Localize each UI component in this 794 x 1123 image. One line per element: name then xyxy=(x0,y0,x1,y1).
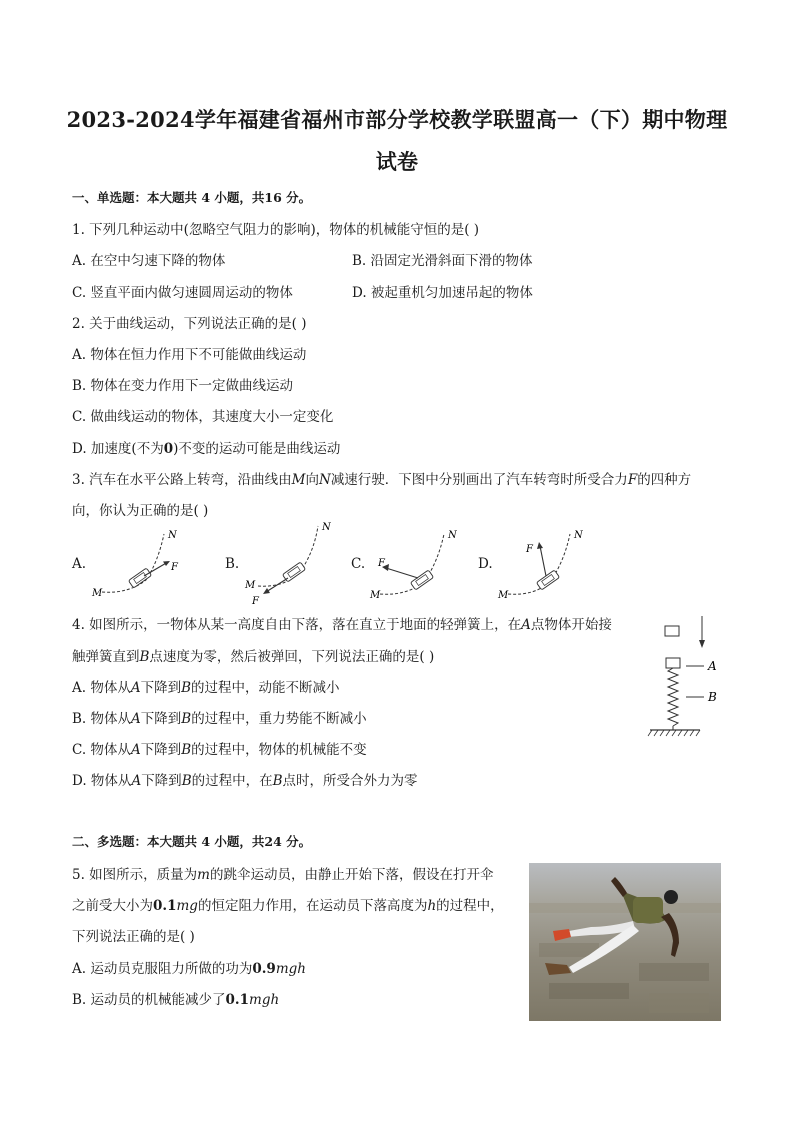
page-title: 2023-2024学年福建省福州市部分学校教学联盟高一（下）期中物理 xyxy=(66,107,728,132)
svg-text:M: M xyxy=(498,590,509,601)
svg-text:F: F xyxy=(252,596,259,607)
question-5-option-a: A. 运动员克服阻力所做的功为0.9mgh xyxy=(72,961,306,977)
question-5-option-b: B. 运动员的机械能减少了0.1mgh xyxy=(72,992,280,1008)
question-4-stem-line2: 触弹簧直到B点速度为零，然后被弹回，下列说法正确的是( ) xyxy=(72,649,435,665)
svg-text:F: F xyxy=(171,562,178,573)
question-3-figure-c xyxy=(366,526,476,610)
spring-figure xyxy=(640,612,740,742)
svg-text:M: M xyxy=(245,580,256,591)
svg-text:N: N xyxy=(322,522,331,533)
spring-label-b: B xyxy=(708,690,717,704)
question-1-option-c: C. 竖直平面内做匀速圆周运动的物体 xyxy=(72,285,293,301)
question-2-option-d: D. 加速度(不为0)不变的运动可能是曲线运动 xyxy=(72,441,341,457)
question-3-figure-b xyxy=(240,516,350,610)
spring-label-a: A xyxy=(708,659,717,673)
question-3-option-a-label: A. xyxy=(72,556,87,572)
svg-text:N: N xyxy=(168,530,177,541)
question-3-option-b-label: B. xyxy=(225,556,240,572)
question-2-option-b: B. 物体在变力作用下一定做曲线运动 xyxy=(72,378,294,394)
svg-text:M: M xyxy=(92,588,103,599)
svg-text:F: F xyxy=(378,558,385,569)
question-4-option-c: C. 物体从A下降到B的过程中，物体的机械能不变 xyxy=(72,742,367,758)
question-2-option-c: C. 做曲线运动的物体，其速度大小一定变化 xyxy=(72,409,334,425)
question-2-stem: 2. 关于曲线运动，下列说法正确的是( ) xyxy=(72,316,307,332)
question-4-option-b: B. 物体从A下降到B的过程中，重力势能不断减小 xyxy=(72,711,367,727)
question-3-option-d-label: D. xyxy=(478,556,493,572)
question-4-option-a: A. 物体从A下降到B的过程中，动能不断减小 xyxy=(72,680,340,696)
question-1-option-d: D. 被起重机匀加速吊起的物体 xyxy=(352,285,533,301)
question-2-option-a: A. 物体在恒力作用下不可能做曲线运动 xyxy=(72,347,307,363)
svg-text:N: N xyxy=(574,530,583,541)
question-4-option-d: D. 物体从A下降到B的过程中，在B点时，所受合外力为零 xyxy=(72,773,418,789)
skydiver-photo xyxy=(529,863,721,1021)
question-4-stem: 4. 如图所示，一物体从某一高度自由下落，落在直立于地面的轻弹簧上，在A点物体开始接 xyxy=(72,617,612,633)
question-3-stem: 3. 汽车在水平公路上转弯，沿曲线由M向N减速行驶．下图中分别画出了汽车转弯时所受合力F的四种方 xyxy=(72,472,692,488)
svg-text:F: F xyxy=(526,544,533,555)
page-title-line2: 试卷 xyxy=(375,149,419,174)
question-5-stem-line3: 下列说法正确的是( ) xyxy=(72,929,195,945)
svg-text:N: N xyxy=(448,530,457,541)
question-1-option-b: B. 沿固定光滑斜面下滑的物体 xyxy=(352,253,533,269)
question-3-option-c-label: C. xyxy=(351,556,366,572)
question-5-stem: 5. 如图所示，质量为m的跳伞运动员，由静止开始下落，假设在打开伞 xyxy=(72,867,494,883)
question-1-stem: 1. 下列几种运动中(忽略空气阻力的影响)，物体的机械能守恒的是( ) xyxy=(72,222,480,238)
question-1-option-a: A. 在空中匀速下降的物体 xyxy=(72,253,226,269)
question-3-figure-a xyxy=(88,522,198,606)
question-3-stem-line2: 向，你认为正确的是( ) xyxy=(72,503,209,519)
section-heading-multiple-choice: 二、多选题：本大题共 4 小题，共24 分。 xyxy=(72,834,312,849)
question-5-stem-line2: 之前受大小为0.1mg的恒定阻力作用，在运动员下落高度为h的过程中， xyxy=(72,898,504,914)
question-3-figure-d xyxy=(492,526,602,610)
svg-text:M: M xyxy=(370,590,381,601)
section-heading-single-choice: 一、单选题：本大题共 4 小题，共16 分。 xyxy=(72,190,312,205)
